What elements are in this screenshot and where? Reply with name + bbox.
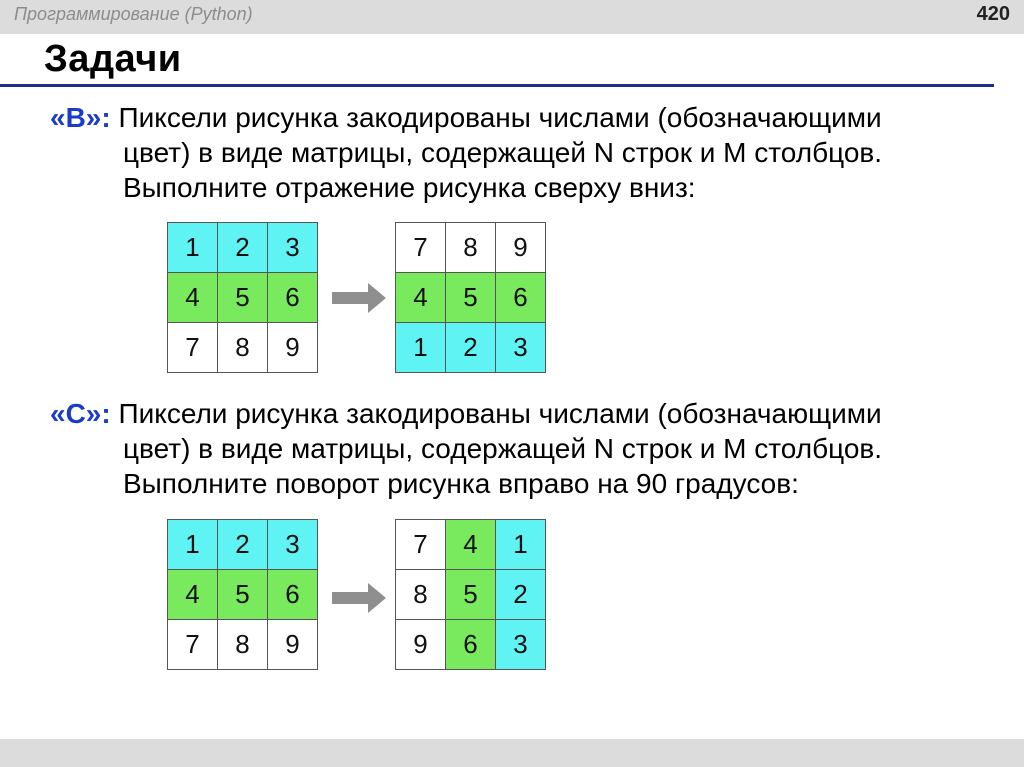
matrix-cell: 6 xyxy=(268,570,318,620)
matrix-cell: 4 xyxy=(396,273,446,323)
matrix-cell: 3 xyxy=(496,323,546,373)
task-b-line-1 xyxy=(50,100,1010,135)
matrix-cell: 4 xyxy=(168,273,218,323)
matrix-cell: 5 xyxy=(218,570,268,620)
matrix-cell: 5 xyxy=(446,273,496,323)
matrix-cell: 2 xyxy=(496,570,546,620)
task-c-line-2: цвет) в виде матрицы, содержащей N строк и M столбцов. xyxy=(123,433,883,464)
matrix-cell: 1 xyxy=(168,223,218,273)
task-b-tag: «B»: xyxy=(50,102,111,133)
header-bar xyxy=(0,0,1024,34)
task-b-line-2: цвет) в виде матрицы, содержащей N строк и M столбцов. xyxy=(123,137,883,168)
footer-bar xyxy=(0,739,1024,767)
matrix-cell: 6 xyxy=(496,273,546,323)
matrix-cell: 5 xyxy=(446,570,496,620)
task-c-line-3: Выполните поворот рисунка вправо на 90 градусов: xyxy=(123,468,799,499)
matrix-cell: 5 xyxy=(218,273,268,323)
task-c xyxy=(50,396,1010,501)
matrix-cell: 4 xyxy=(446,520,496,570)
task-b-matrix-after xyxy=(395,222,546,373)
matrix-cell: 2 xyxy=(218,520,268,570)
matrix-cell: 6 xyxy=(446,620,496,670)
matrix-cell: 7 xyxy=(168,323,218,373)
task-c-matrix-after xyxy=(395,519,546,670)
matrix-cell: 1 xyxy=(168,520,218,570)
arrow-right-icon xyxy=(332,583,386,613)
matrix-cell: 9 xyxy=(268,620,318,670)
matrix-cell: 8 xyxy=(446,223,496,273)
task-c-tag: «C»: xyxy=(50,398,111,429)
task-b-line-3: Выполните отражение рисунка сверху вниз: xyxy=(123,172,696,203)
matrix-cell: 9 xyxy=(496,223,546,273)
slide-number: 420 xyxy=(976,3,1010,25)
arrow-right-icon xyxy=(332,283,386,313)
task-b xyxy=(50,100,1010,205)
matrix-cell: 3 xyxy=(496,620,546,670)
matrix-cell: 7 xyxy=(168,620,218,670)
matrix-cell: 3 xyxy=(268,223,318,273)
matrix-cell: 1 xyxy=(496,520,546,570)
page-title: Задачи xyxy=(44,38,182,80)
task-c-text-1: Пиксели рисунка закодированы числами (обозначающими xyxy=(110,398,882,429)
matrix-cell: 2 xyxy=(218,223,268,273)
task-c-matrix-before xyxy=(167,519,318,670)
matrix-cell: 7 xyxy=(396,520,446,570)
matrix-cell: 2 xyxy=(446,323,496,373)
task-b-text-1: Пиксели рисунка закодированы числами (обозначающими xyxy=(110,102,882,133)
matrix-cell: 6 xyxy=(268,273,318,323)
matrix-cell: 1 xyxy=(396,323,446,373)
matrix-cell: 4 xyxy=(168,570,218,620)
task-c-line-1 xyxy=(50,396,1010,431)
matrix-cell: 8 xyxy=(218,620,268,670)
title-underline xyxy=(0,84,994,87)
course-title: Программирование (Python) xyxy=(14,4,253,24)
matrix-cell: 9 xyxy=(268,323,318,373)
matrix-cell: 8 xyxy=(218,323,268,373)
task-b-matrix-before xyxy=(167,222,318,373)
matrix-cell: 9 xyxy=(396,620,446,670)
matrix-cell: 8 xyxy=(396,570,446,620)
matrix-cell: 3 xyxy=(268,520,318,570)
matrix-cell: 7 xyxy=(396,223,446,273)
